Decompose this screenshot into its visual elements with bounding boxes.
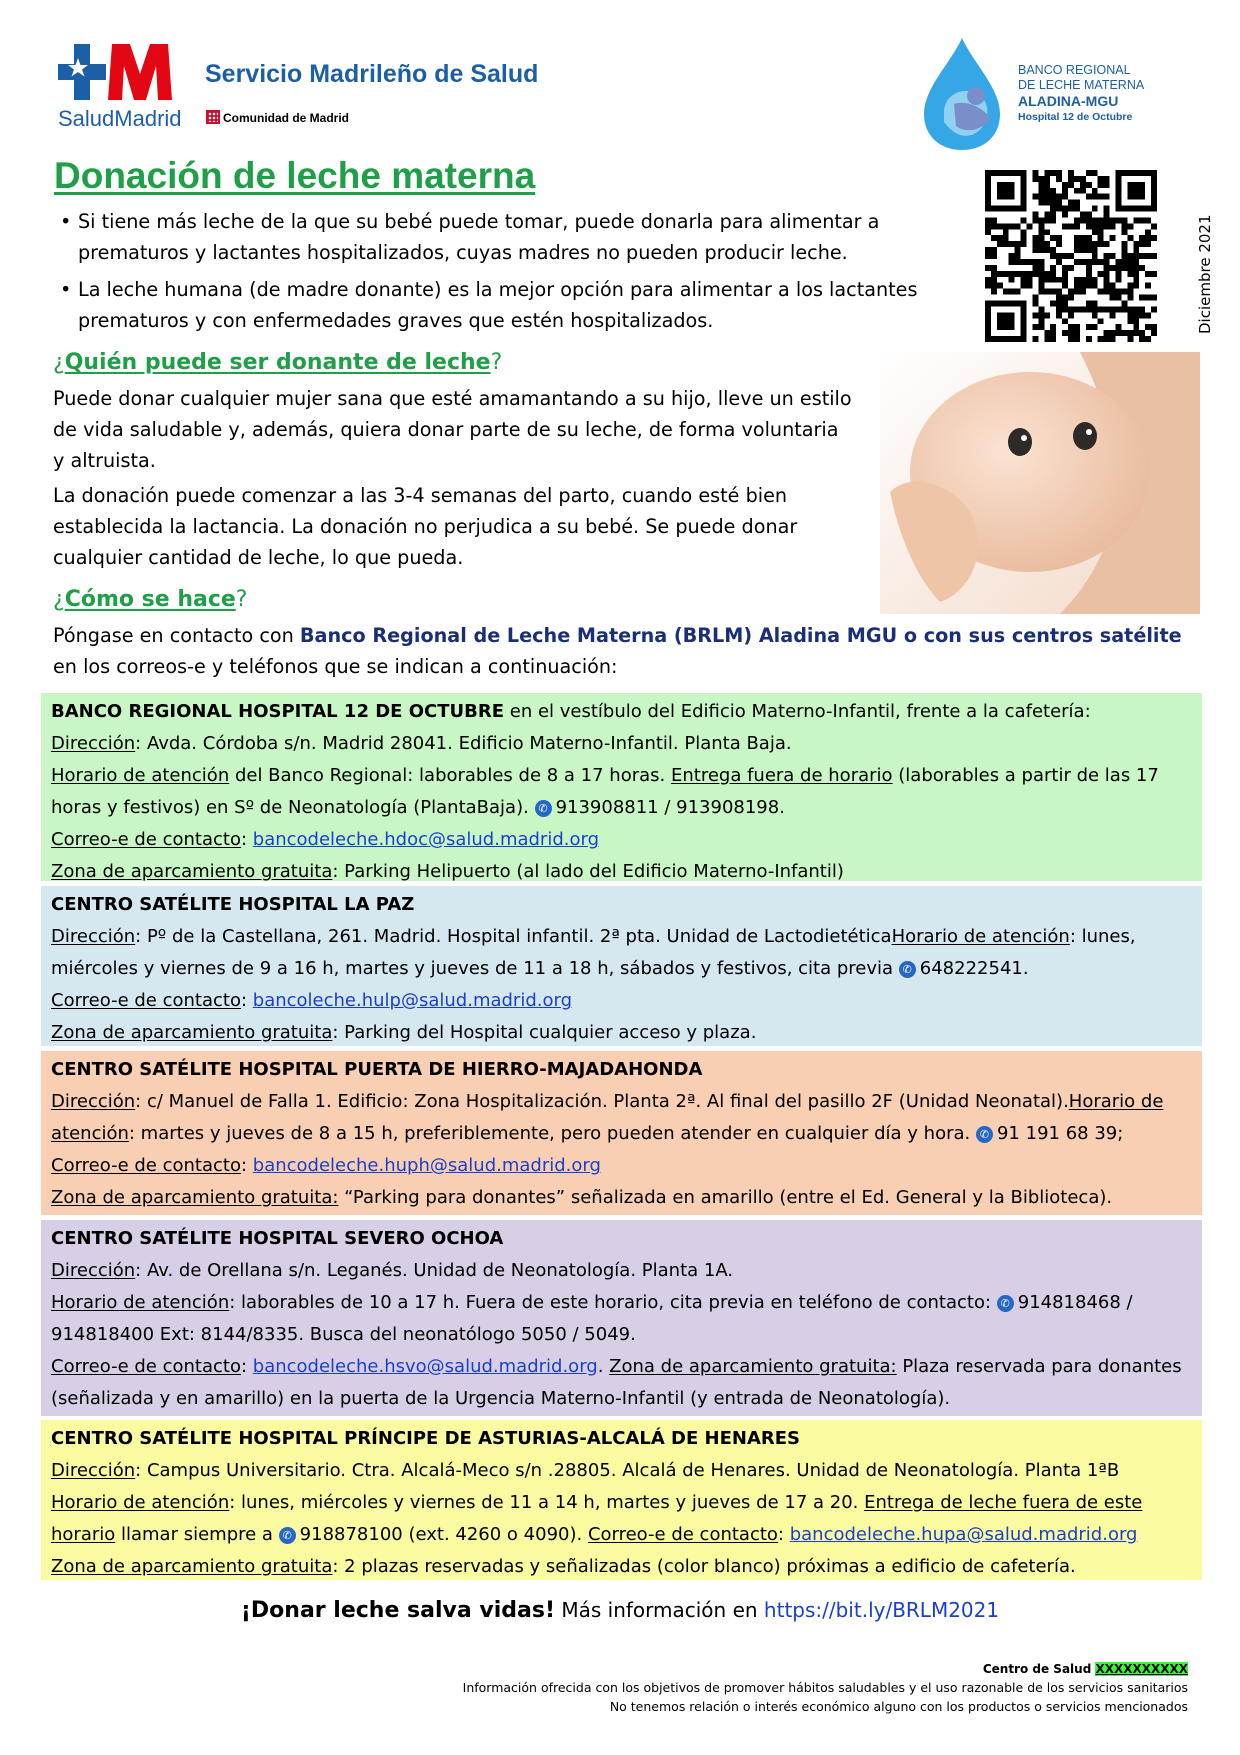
center-title: CENTRO SATÉLITE HOSPITAL LA PAZ xyxy=(51,894,415,915)
disclaimer: No tenemos relación o interés económico alguno con los productos o servicios mencionados xyxy=(609,1699,1188,1714)
center-title: CENTRO SATÉLITE HOSPITAL SEVERO OCHOA xyxy=(51,1228,504,1249)
paragraph: Puede donar cualquier mujer sana que esté amamantando a su hijo, lleve un estilo de vida saludable y, además, quiera donar parte de su leche, de forma voluntaria y altruista. xyxy=(53,387,852,472)
phone-icon: ✆ xyxy=(976,1126,993,1143)
email-link[interactable]: bancodeleche.huph@salud.madrid.org xyxy=(252,1155,601,1176)
disclaimer: Información ofrecida con los objetivos de promover hábitos saludables y el uso razonable de los servicios sanitarios xyxy=(462,1680,1188,1695)
svg-text:SaludMadrid: SaludMadrid xyxy=(58,106,182,131)
email-link[interactable]: bancodeleche.hdoc@salud.madrid.org xyxy=(252,829,599,850)
section-heading-how: ¿Cómo se hace? xyxy=(53,587,248,612)
email-link[interactable]: bancodeleche.hsvo@salud.madrid.org xyxy=(252,1356,598,1377)
paragraph: La donación puede comenzar a las 3-4 semanas del parto, cuando esté bien establecida la lactancia. La donación no perjudica a su bebé. Se puede donar cualquier cantidad de leche, lo que pueda. xyxy=(53,484,798,569)
more-info-link[interactable]: https://bit.ly/BRLM2021 xyxy=(763,1598,1000,1622)
center-card-principe-de-asturias: CENTRO SATÉLITE HOSPITAL PRÍNCIPE DE ASTURIAS-ALCALÁ DE HENARES Dirección: Campus Universitario. Ctra. Alcalá-Meco s/n .28805. Alcalá de Henares. Unidad de Neonatología. Planta 1ªB Horario de atención: lunes, miércoles y viernes de 11 a 14 h, martes y jueves de 17 a 20. Entrega de leche fuera de este horario llamar siempre a ✆ 918878100 (ext. 4260 o 4090). Correo-e de contacto: bancodeleche.hupa@salud.madrid.org Zona de aparcamiento gratuita: 2 plazas reservadas y señalizadas (color blanco) próximas a edificio de cafetería. xyxy=(41,1420,1202,1580)
phone-icon: ✆ xyxy=(899,961,916,978)
qr-code-icon[interactable] xyxy=(985,170,1157,342)
slogan: ¡Donar leche salva vidas! Más información en https://bit.ly/BRLM2021 xyxy=(240,1598,1000,1623)
phone-icon: ✆ xyxy=(535,800,552,817)
who-text xyxy=(53,383,853,577)
intro-list xyxy=(52,206,952,342)
phone-number: 91 191 68 39; xyxy=(996,1123,1124,1144)
madrid-flag-icon xyxy=(206,110,220,124)
phone-icon: ✆ xyxy=(997,1295,1014,1312)
phone-number: 914818468 / 914818400 Ext: 8144/8335. Busca del neonatólogo 5050 / 5049. xyxy=(51,1292,1133,1345)
list-item: • La leche humana (de madre donante) es la mejor opción para alimentar a los lactantes prematuros y con enfermedades graves que estén hospitalizados. xyxy=(52,274,952,336)
svg-text:ALADINA-MGU: ALADINA-MGU xyxy=(1018,93,1119,109)
center-card-la-paz: CENTRO SATÉLITE HOSPITAL LA PAZ Dirección: Pº de la Castellana, 261. Madrid. Hospital infantil. 2ª pta. Unidad de LactodietéticaHorario de atención: lunes, miércoles y viernes de 9 a 16 h, martes y jueves de 11 a 18 h, sábados y festivos, cita previa ✆ 648222541. Correo-e de contacto: bancoleche.hulp@salud.madrid.org Zona de aparcamiento gratuita: Parking del Hospital cualquier acceso y plaza. xyxy=(41,886,1202,1046)
center-card-puerta-de-hierro: CENTRO SATÉLITE HOSPITAL PUERTA DE HIERRO-MAJADAHONDA Dirección: c/ Manuel de Falla 1. Edificio: Zona Hospitalización. Planta 2ª. Al final del pasillo 2F (Unidad Neonatal).Horario de atención: martes y jueves de 8 a 15 h, preferiblemente, pero pueden atender en cualquier día y hora. ✆ 91 191 68 39; Correo-e de contacto: bancodeleche.huph@salud.madrid.org Zona de aparcamiento gratuita: “Parking para donantes” señalizada en amarillo (entre el Ed. General y la Biblioteca). xyxy=(41,1051,1202,1215)
page-title: Donación de leche materna xyxy=(54,155,536,196)
email-link[interactable]: bancoleche.hulp@salud.madrid.org xyxy=(252,990,572,1011)
center-title: CENTRO SATÉLITE HOSPITAL PUERTA DE HIERRO-MAJADAHONDA xyxy=(51,1059,703,1080)
svg-text:Hospital 12 de Octubre: Hospital 12 de Octubre xyxy=(1018,111,1133,123)
email-link[interactable]: bancodeleche.hupa@salud.madrid.org xyxy=(789,1524,1138,1545)
saludmadrid-logo xyxy=(58,44,198,136)
breastfeeding-baby-image xyxy=(880,352,1200,614)
phone-icon: ✆ xyxy=(279,1527,296,1544)
svg-text:BANCO REGIONAL: BANCO REGIONAL xyxy=(1018,63,1131,77)
center-card-severo-ochoa: CENTRO SATÉLITE HOSPITAL SEVERO OCHOA Dirección: Av. de Orellana s/n. Leganés. Unidad de Neonatología. Planta 1A. Horario de atención: laborables de 10 a 17 h. Fuera de este horario, cita previa en teléfono de contacto: ✆ 914818468 / 914818400 Ext: 8144/8335. Busca del neonatólogo 5050 / 5049. Correo-e de contacto: bancodeleche.hsvo@salud.madrid.org. Zona de aparcamiento gratuita: Plaza reservada para donantes (señalizada y en amarillo) en la puerta de la Urgencia Materno-Infantil (y entrada de Neonatología). xyxy=(41,1220,1202,1416)
bank-name: Banco Regional de Leche Materna (BRLM) Aladina MGU o con sus centros satélite xyxy=(299,624,1182,647)
section-heading-who: ¿Quién puede ser donante de leche? xyxy=(53,350,503,375)
phone-number: 648222541. xyxy=(919,958,1029,979)
health-center-placeholder: XXXXXXXXXX xyxy=(1095,1662,1188,1676)
service-name: Servicio Madrileño de Salud xyxy=(205,60,539,88)
milk-drop-logo xyxy=(920,34,1150,152)
center-card-12-octubre: BANCO REGIONAL HOSPITAL 12 DE OCTUBRE en el vestíbulo del Edificio Materno-Infantil, frente a la cafetería: Dirección: Avda. Córdoba s/n. Madrid 28041. Edificio Materno-Infantil. Planta Baja. Horario de atención del Banco Regional: laborables de 8 a 17 horas. Entrega fuera de horario (laborables a partir de las 17 horas y festivos) en Sº de Neonatología (PlantaBaja). ✆ 913908811 / 913908198. Correo-e de contacto: bancodeleche.hdoc@salud.madrid.org Zona de aparcamiento gratuita: Parking Helipuerto (al lado del Edificio Materno-Infantil) xyxy=(41,693,1202,881)
center-title: BANCO REGIONAL HOSPITAL 12 DE OCTUBRE xyxy=(51,701,505,722)
health-center-label: Centro de Salud XXXXXXXXXX xyxy=(982,1662,1188,1676)
svg-text:DE LECHE MATERNA: DE LECHE MATERNA xyxy=(1018,78,1145,92)
list-item: • Si tiene más leche de la que su bebé puede tomar, puede donarla para alimentar a prematuros y lactantes hospitalizados, cuyas madres no pueden producir leche. xyxy=(52,206,952,268)
phone-number: 918878100 (ext. 4260 o 4090). xyxy=(299,1524,588,1545)
date-label: Diciembre 2021 xyxy=(1196,214,1214,334)
center-title: CENTRO SATÉLITE HOSPITAL PRÍNCIPE DE ASTURIAS-ALCALÁ DE HENARES xyxy=(51,1428,801,1449)
phone-number: 913908811 / 913908198. xyxy=(555,797,785,818)
how-text: Póngase en contacto con Banco Regional de Leche Materna (BRLM) Aladina MGU o con sus centros satélite en los correos-e y teléfonos que se indican a continuación: xyxy=(53,624,1182,678)
community-label: Comunidad de Madrid xyxy=(206,110,349,125)
